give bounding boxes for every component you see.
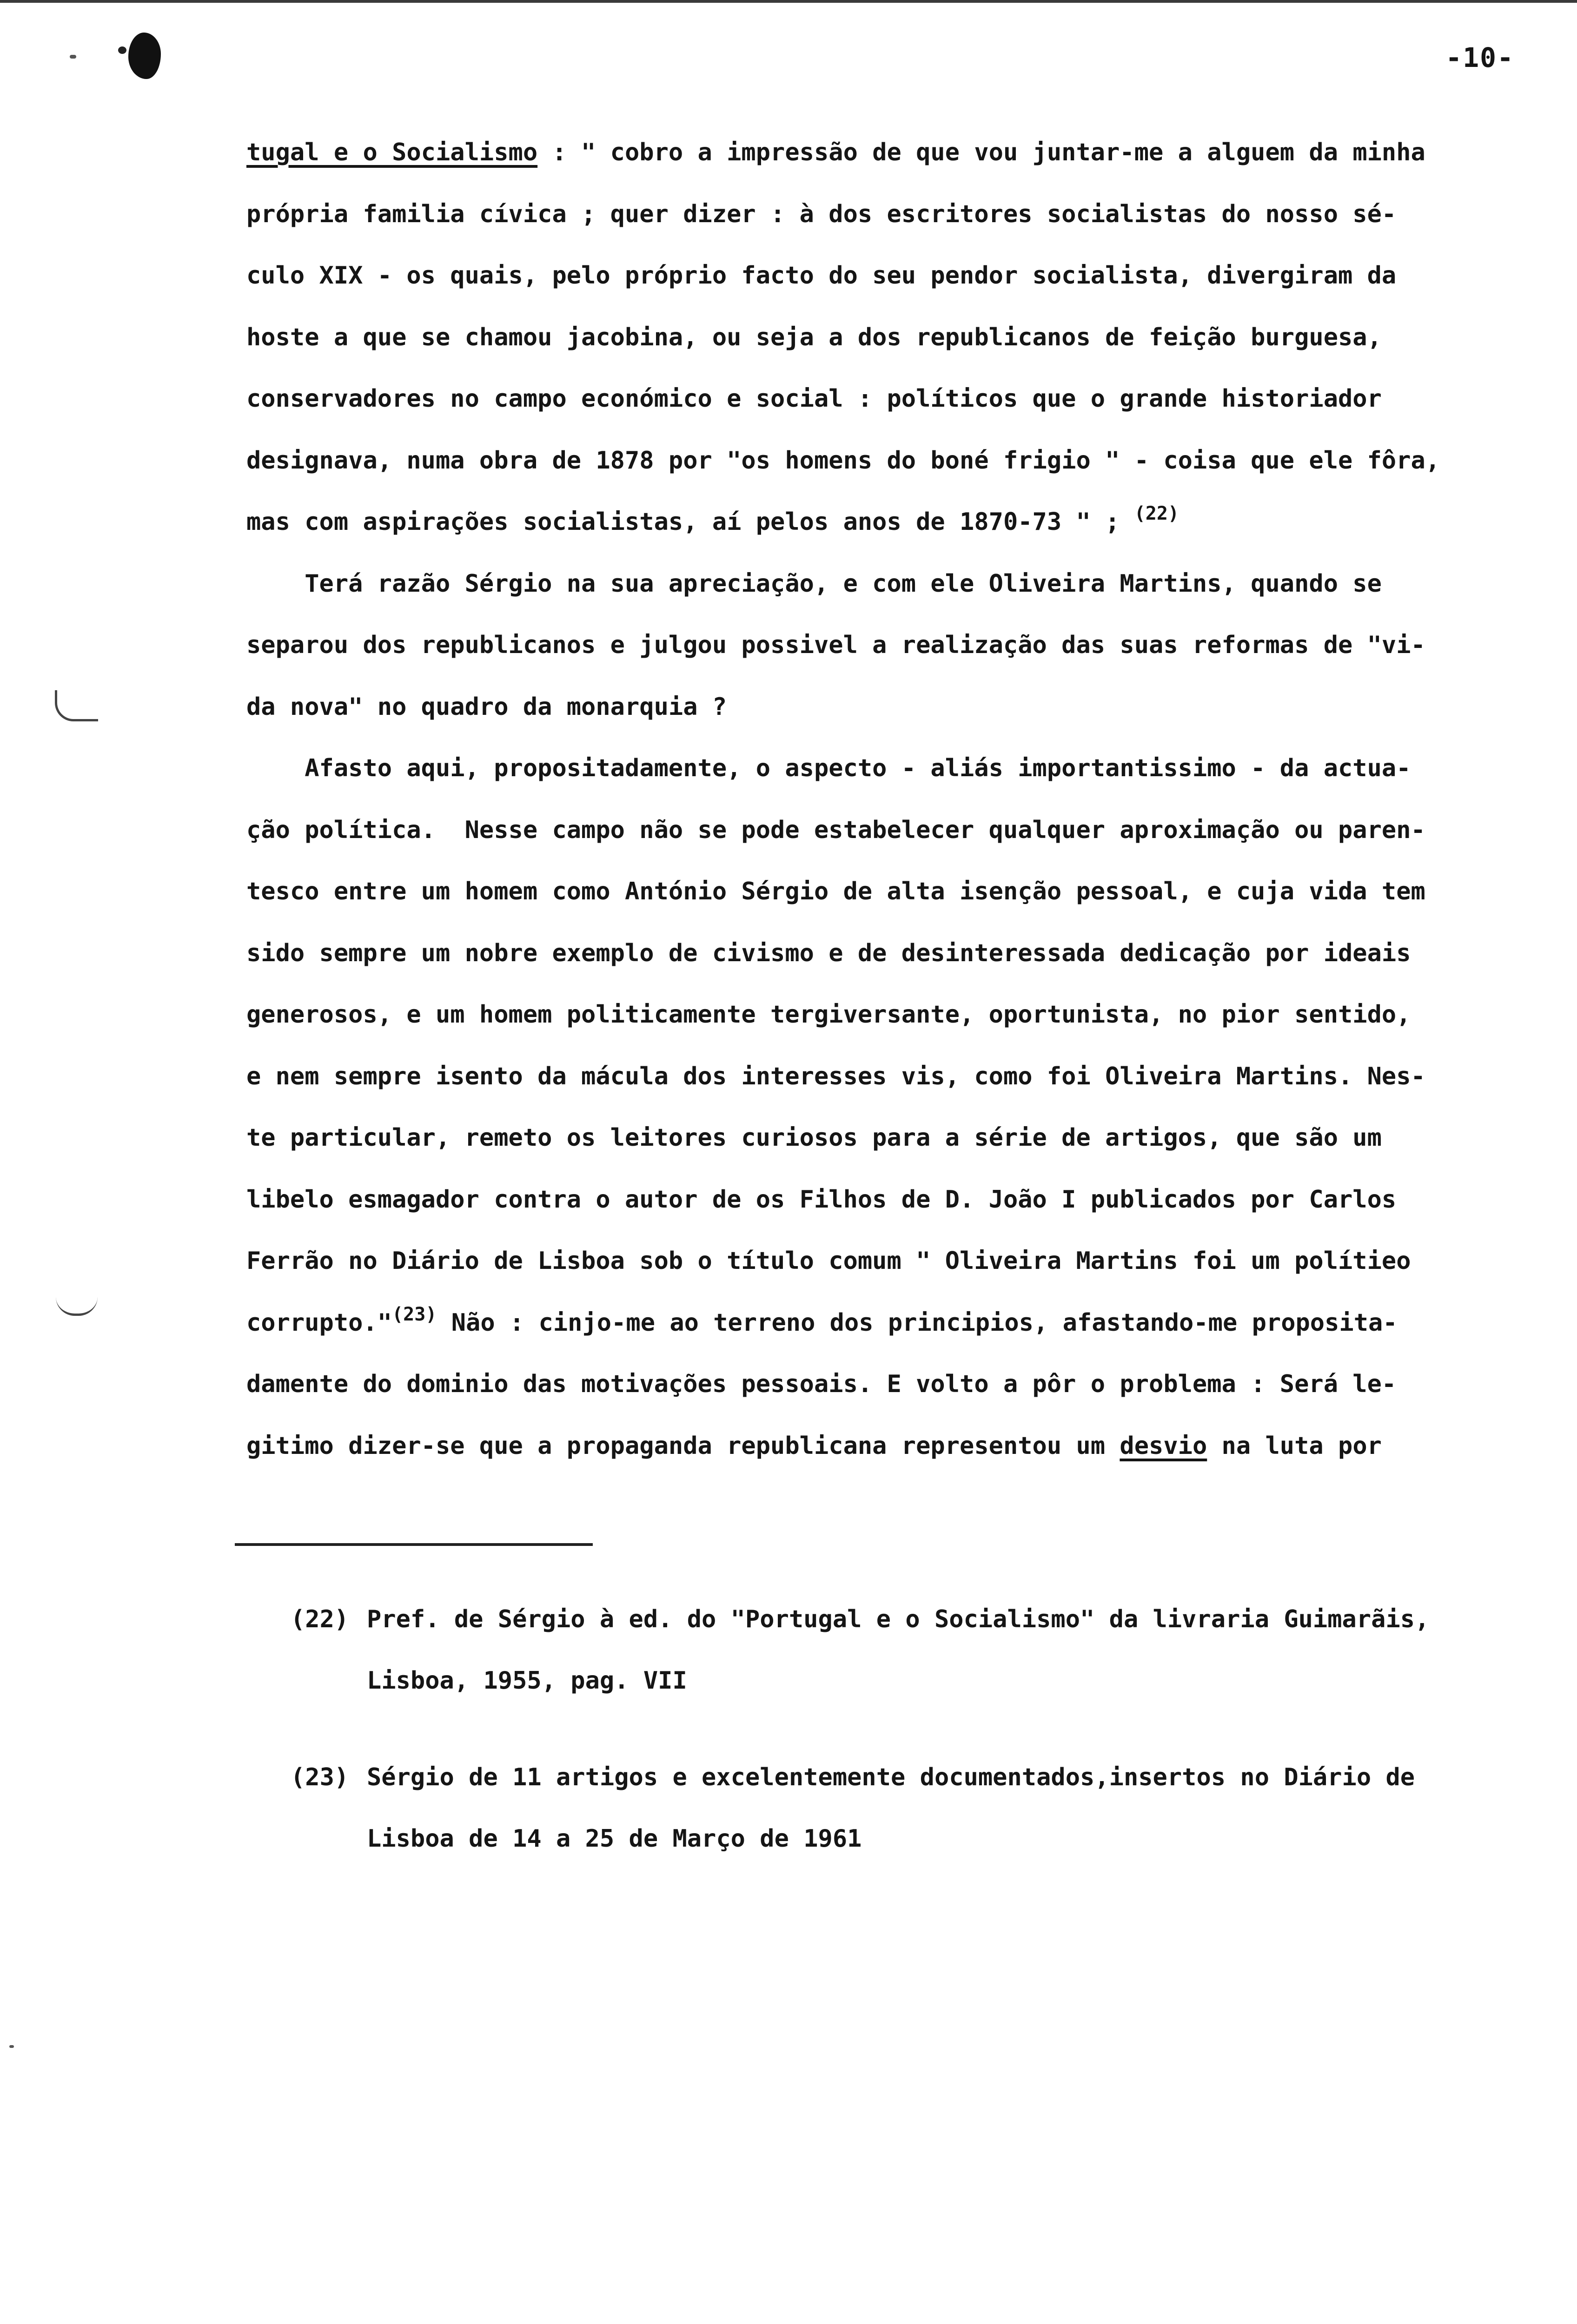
text-span: Não : cinjo-me ao terreno dos principios, afastando-me proposita- bbox=[437, 1308, 1398, 1337]
body-line bbox=[246, 738, 1530, 799]
footnote bbox=[291, 1747, 1546, 1869]
footnote-reference: (23) bbox=[392, 1303, 437, 1325]
body-line bbox=[246, 799, 1530, 861]
body-line bbox=[246, 491, 1530, 553]
ink-blot bbox=[128, 33, 161, 79]
text-span: damente do dominio das motivações pessoais. E volto a pôr o problema : Será le- bbox=[246, 1370, 1397, 1398]
footnote-text: Lisboa, 1955, pag. VII bbox=[367, 1667, 687, 1695]
body-line bbox=[246, 1292, 1530, 1354]
page-number: -10- bbox=[1445, 42, 1514, 73]
body-line bbox=[246, 368, 1530, 430]
footnote-line bbox=[291, 1747, 1546, 1808]
top-rule bbox=[0, 0, 1577, 3]
text-span: designava, numa obra de 1878 por "os homens do boné frigio " - coisa que ele fôra, bbox=[246, 446, 1440, 475]
footnote-text: Pref. de Sérgio à ed. do "Portugal e o Socialismo" da livraria Guimarãis, bbox=[367, 1605, 1430, 1633]
body-line bbox=[246, 923, 1530, 984]
stray-mark bbox=[9, 2045, 14, 2048]
footnote-line bbox=[291, 1808, 1546, 1869]
text-span: generosos, e um homem politicamente tergiversante, oportunista, no pior sentido, bbox=[246, 1001, 1411, 1029]
footnotes bbox=[291, 1589, 1546, 1905]
footnote-line bbox=[291, 1589, 1546, 1650]
text-span: : " cobro a impressão de que vou juntar-me a alguem da minha bbox=[537, 139, 1425, 166]
text-span: tesco entre um homem como António Sérgio de alta isenção pessoal, e cuja vida tem bbox=[246, 878, 1425, 905]
body-line bbox=[246, 984, 1530, 1046]
footnote-line bbox=[291, 1650, 1546, 1711]
text-span: culo XIX - os quais, pelo próprio facto do seu pendor socialista, divergiram da bbox=[246, 262, 1397, 290]
text-span: libelo esmagador contra o autor de os Filhos de D. João I publicados por Carlos bbox=[246, 1185, 1397, 1214]
footnote-reference: (22) bbox=[1134, 503, 1179, 524]
body-line bbox=[246, 1169, 1530, 1231]
text-span: da nova" no quadro da monarquia ? bbox=[246, 693, 727, 721]
text-span: corrupto." bbox=[246, 1308, 392, 1337]
body-line bbox=[246, 614, 1530, 676]
text-span: própria familia cívica ; quer dizer : à dos escritores socialistas do nosso sé- bbox=[246, 200, 1397, 228]
underlined-text: desvio bbox=[1120, 1432, 1207, 1460]
text-span: Terá razão Sérgio na sua apreciação, e com ele Oliveira Martins, quando se bbox=[246, 569, 1382, 598]
footnote-separator bbox=[235, 1543, 593, 1546]
body-line bbox=[246, 184, 1530, 245]
text-span: e nem sempre isento da mácula dos interesses vis, como foi Oliveira Martins. Nes- bbox=[246, 1062, 1425, 1090]
footnote-number: (22) bbox=[291, 1605, 349, 1633]
text-span: mas com aspirações socialistas, aí pelos anos de 1870-73 " ; bbox=[246, 508, 1134, 536]
text-span: conservadores no campo económico e social : políticos que o grande historiador bbox=[246, 385, 1382, 413]
text-span: na luta por bbox=[1207, 1432, 1382, 1460]
text-span: Afasto aqui, propositadamente, o aspecto - aliás importantissimo - da actua- bbox=[246, 754, 1411, 782]
text-span: separou dos republicanos e julgou possivel a realização das suas reformas de "vi- bbox=[246, 631, 1425, 659]
body-line bbox=[246, 122, 1530, 184]
body-line bbox=[246, 676, 1530, 738]
footnote bbox=[291, 1589, 1546, 1711]
text-span: hoste a que se chamou jacobina, ou seja a dos republicanos de feição burguesa, bbox=[246, 323, 1382, 351]
body-line bbox=[246, 861, 1530, 923]
footnote-text: Sérgio de 11 artigos e excelentemente documentados,insertos no Diário de bbox=[367, 1763, 1415, 1791]
text-span: sido sempre um nobre exemplo de civismo e de desinteressada dedicação por ideais bbox=[246, 939, 1411, 967]
stray-mark bbox=[70, 55, 76, 59]
body-text bbox=[246, 122, 1530, 1477]
body-line bbox=[246, 1230, 1530, 1292]
body-line bbox=[246, 1107, 1530, 1169]
footnote-text: Lisboa de 14 a 25 de Março de 1961 bbox=[367, 1825, 862, 1853]
text-span: te particular, remeto os leitores curiosos para a série de artigos, que são um bbox=[246, 1124, 1382, 1152]
body-line bbox=[246, 553, 1530, 615]
body-line bbox=[246, 1415, 1530, 1477]
margin-pencil-mark bbox=[55, 690, 98, 721]
text-span: Ferrão no Diário de Lisboa sob o título comum " Oliveira Martins foi um polítieo bbox=[246, 1247, 1411, 1275]
body-line bbox=[246, 430, 1530, 492]
body-line bbox=[246, 245, 1530, 307]
underlined-text: tugal e o Socialismo bbox=[246, 139, 538, 166]
body-line bbox=[246, 1353, 1530, 1415]
text-span: ção política. Nesse campo não se pode estabelecer qualquer aproximação ou paren- bbox=[246, 816, 1425, 844]
footnote-number: (23) bbox=[291, 1763, 349, 1791]
body-line bbox=[246, 1046, 1530, 1108]
body-line bbox=[246, 307, 1530, 369]
margin-pencil-mark bbox=[56, 1297, 98, 1316]
text-span: gitimo dizer-se que a propaganda republicana representou um bbox=[246, 1432, 1120, 1460]
